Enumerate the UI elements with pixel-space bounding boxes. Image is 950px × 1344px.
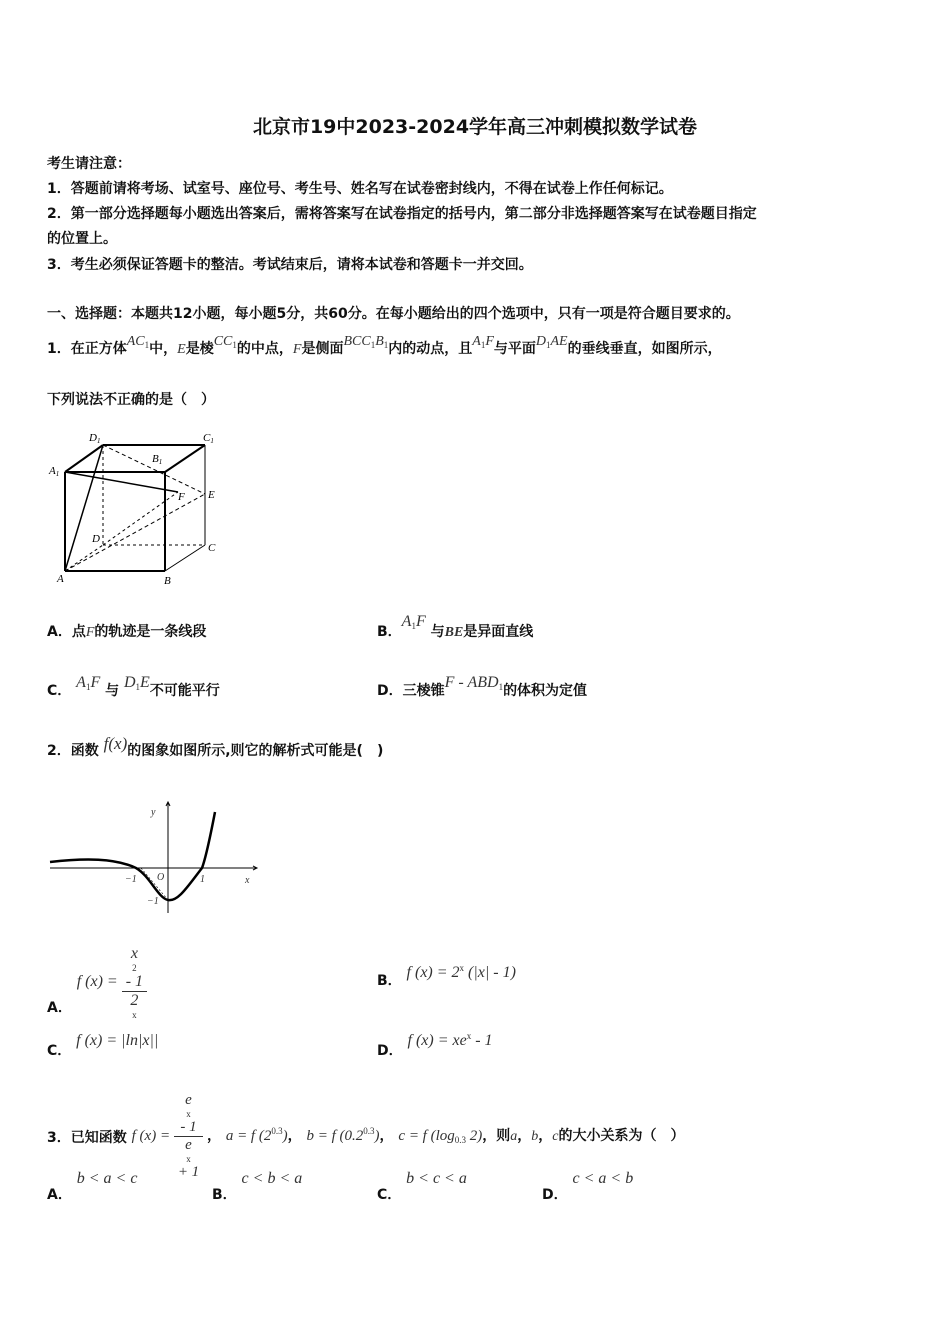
label-e: E [208, 489, 215, 501]
function-graph [45, 798, 265, 918]
page-title: 北京市19中2023-2024学年高三冲刺模拟数学试卷 [252, 116, 698, 138]
question-2-stem: 2．函数 f(x)的图象如图所示,则它的解析式可能是( ) [47, 734, 384, 759]
label-f: F [178, 491, 185, 503]
q2-option-b: B． f $(x) = 2^x$ (|x| - 1) [377, 963, 516, 989]
q3-option-b: B． c < b < a [212, 1170, 303, 1203]
graph-tick-1-x: 1 [200, 874, 205, 885]
q2-option-c: C． f (x) = |ln|x|| [47, 1032, 159, 1059]
cube-figure [45, 428, 230, 588]
notice-item: 1．答题前请将考场、试室号、座位号、考生号、姓名写在试卷密封线内，不得在试卷上作任何标记。 [47, 181, 673, 197]
q3-option-a: A． b < a < c [47, 1170, 138, 1203]
q3-option-d: D． c < a < b [542, 1170, 634, 1203]
notice-heading: 考生请注意： [47, 156, 131, 172]
notice-item: 2．第一部分选择题每小题选出答案后，需将答案写在试卷指定的括号内，第二部分非选择题答案写在试卷题目指定 [47, 206, 757, 222]
label-c: C [208, 542, 216, 554]
label-b: B [164, 575, 171, 587]
q1-option-b: B．$A_1F$ 与BE是异面直线 [377, 613, 534, 640]
q1-option-c: C． $A_1F$ 与 $D_1E$不可能平行 [47, 674, 220, 699]
label-b1: B1 [152, 453, 163, 466]
label-d1: D1 [89, 432, 101, 445]
question-1-stem-line2: 下列说法不正确的是（ ） [47, 392, 215, 408]
section-heading: 一、选择题：本题共12小题，每小题5分，共60分。在每小题给出的四个选项中，只有一项是符合题目要求的。 [47, 306, 740, 322]
graph-x-label: x [245, 875, 250, 886]
question-1-stem: 1．在正方体$AC_1$中，E是棱$CC_1$的中点，F是侧面$BCC_1B_1$内的动点，且$A_1F$与平面$D_1AE$的垂线垂直，如图所示， [47, 334, 722, 357]
graph-y-label: y [151, 807, 156, 818]
label-a: A [57, 573, 64, 585]
label-d: D [92, 533, 100, 545]
graph-origin: O [157, 872, 165, 883]
q2-option-d: D． f $(x) = xe^x - 1$ [377, 1031, 493, 1059]
q3-option-c: C． b < c < a [377, 1170, 467, 1203]
notice-item: 3．考生必须保证答题卡的整洁。考试结束后，请将本试卷和答题卡一并交回。 [47, 257, 533, 273]
graph-tick-neg1-x: −1 [125, 874, 137, 885]
graph-tick-neg1-y: −1 [147, 896, 159, 907]
q1-option-a: A．点F的轨迹是一条线段 [47, 624, 207, 640]
label-a1: A1 [49, 465, 60, 478]
q1-option-d: D．三棱锥F - $ABD_1$的体积为定值 [377, 674, 588, 699]
notice-item: 的位置上。 [47, 231, 117, 247]
q2-option-a: A． f (x) = x 2 - 1 2 x [47, 945, 147, 1020]
label-c1: C1 [203, 432, 214, 445]
question-3-stem: 3．已知函数 f (x) = e x - 1 e x + 1 ， a = f $(2^{0.3})$， b = f $(0.2^{0.3})$， c = f ($\log_{0.3}$ 2)，则a，b，c的大小关系为（ ） [47, 1092, 685, 1180]
